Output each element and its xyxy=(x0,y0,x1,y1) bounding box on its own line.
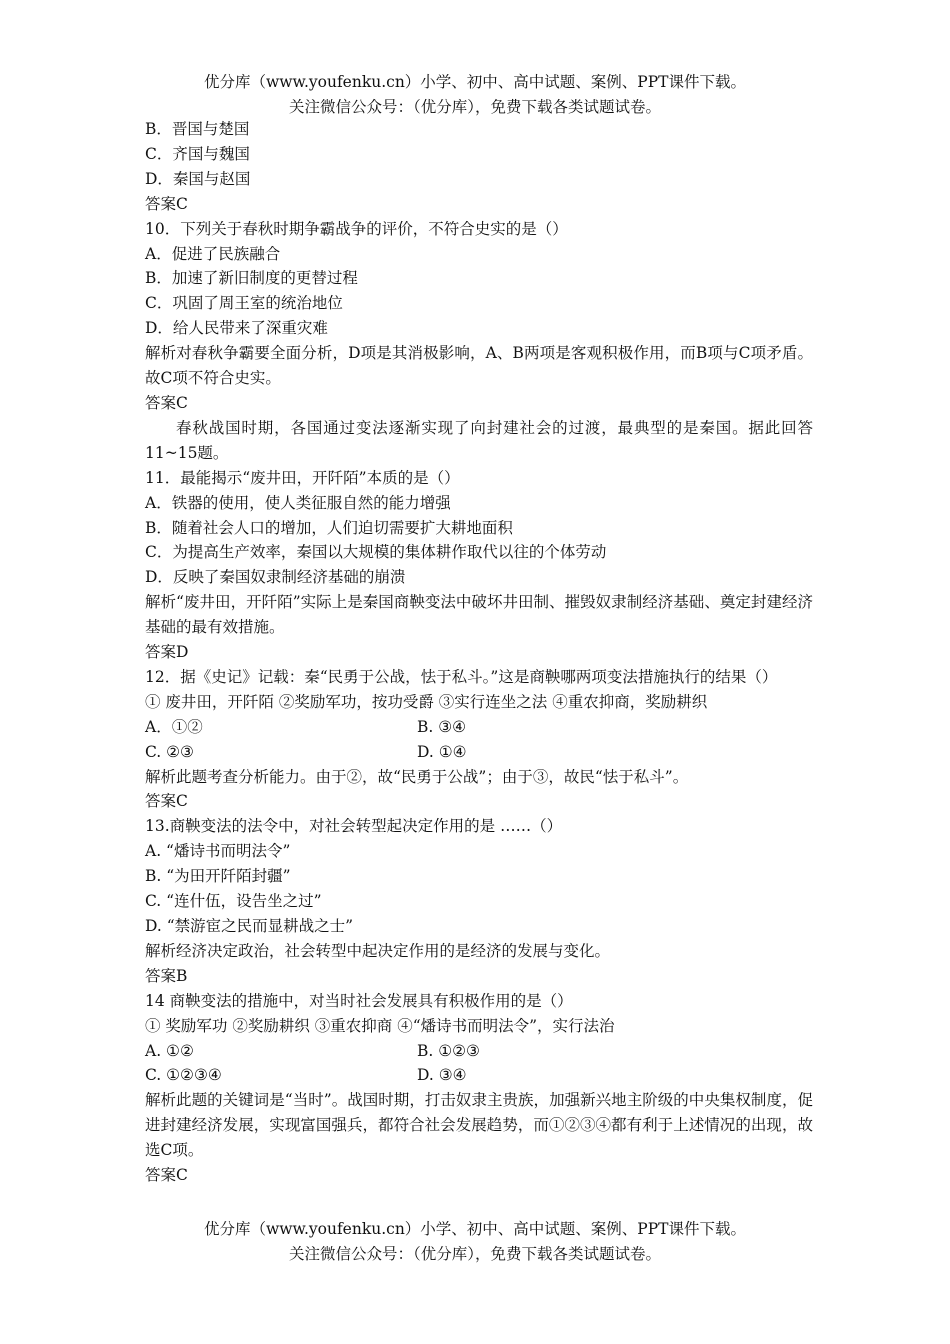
q11-analysis: 解析“废井田，开阡陌”实际上是秦国商鞅变法中破坏井田制、摧毁奴隶制经济基础、奠定封建经济基础的最有效措施。 xyxy=(145,593,813,637)
q10-option-d: D．给人民带来了深重灾难 xyxy=(145,319,328,338)
q9-option-b: B．晋国与楚国 xyxy=(145,120,250,138)
q11-stem: 11．最能揭示“废井田，开阡陌”本质的是（） xyxy=(145,468,460,487)
q14-options-row-2 xyxy=(145,1063,813,1088)
footer-line-2: 关注微信公众号：（优分库），免费下载各类试题试卷。 xyxy=(288,1245,661,1263)
q14-option-d: D. ③④ xyxy=(417,1066,467,1085)
q12-analysis: 解析此题考查分析能力。由于②，故“民勇于公战”；由于③，故民“怯于私斗”。 xyxy=(145,767,689,786)
q12-stem: 12．据《史记》记载：秦“民勇于公战，怯于私斗。”这是商鞅哪两项变法措施执行的结果（） xyxy=(145,667,778,686)
document-body xyxy=(145,117,813,1188)
q14-option-b: B. ①②③ xyxy=(417,1041,480,1060)
q12-option-d: D. ①④ xyxy=(417,742,467,761)
q11-option-a: A．铁器的使用，使人类征服自然的能力增强 xyxy=(145,493,451,512)
q12-option-b: B. ③④ xyxy=(417,717,467,736)
q14-options-row-1 xyxy=(145,1039,813,1064)
q14-analysis: 解析此题的关键词是“当时”。战国时期，打击奴隶主贵族，加强新兴地主阶级的中央集权制度，促进封建经济发展，实现富国强兵，都符合社会发展趋势，而①②③④都有利于上述情况的出现，故选C项。 xyxy=(145,1091,813,1160)
q11-option-d: D．反映了秦国奴隶制经济基础的崩溃 xyxy=(145,568,406,587)
page-header xyxy=(0,70,950,120)
q10-option-b: B．加速了新旧制度的更替过程 xyxy=(145,269,358,288)
q9-option-c: C．齐国与魏国 xyxy=(145,144,250,163)
page-footer xyxy=(0,1217,950,1267)
q13-option-a: A. “燔诗书而明法令” xyxy=(145,842,291,861)
q13-answer: 答案B xyxy=(145,966,188,985)
q14-answer: 答案C xyxy=(145,1166,188,1185)
header-line-2: 关注微信公众号：（优分库），免费下载各类试题试卷。 xyxy=(288,98,661,116)
q11-answer: 答案D xyxy=(145,643,189,662)
q14-option-c: C. ①②③④ xyxy=(145,1066,222,1085)
q12-option-c: C. ②③ xyxy=(145,742,194,761)
q9-option-d: D．秦国与赵国 xyxy=(145,169,251,188)
footer-line-1: 优分库（www.youfenku.cn）小学、初中、高中试题、案例、PPT课件下载。 xyxy=(203,1220,747,1238)
q12-items: ① 废井田，开阡陌 ②奖励军功，按功受爵 ③实行连坐之法 ④重农抑商，奖励耕织 xyxy=(145,692,708,711)
q11-option-b: B．随着社会人口的增加，人们迫切需要扩大耕地面积 xyxy=(145,518,513,537)
q10-stem: 10．下列关于春秋时期争霸战争的评价，不符合史实的是（） xyxy=(145,219,568,238)
q10-analysis: 解析对春秋争霸要全面分析，D项是其消极影响，A、B两项是客观积极作用，而B项与C项矛盾。故C项不符合史实。 xyxy=(145,344,813,388)
q13-analysis: 解析经济决定政治，社会转型中起决定作用的是经济的发展与变化。 xyxy=(145,941,611,960)
header-line-1: 优分库（www.youfenku.cn）小学、初中、高中试题、案例、PPT课件下载。 xyxy=(203,73,747,91)
q13-stem: 13.商鞅变法的法令中，对社会转型起决定作用的是 ……（） xyxy=(145,817,563,836)
q13-option-b: B. “为田开阡陌封疆” xyxy=(145,867,291,886)
q12-option-a: A．①② xyxy=(145,717,203,736)
q13-option-d: D. “禁游宦之民而显耕战之士” xyxy=(145,917,354,935)
q12-options-row-1 xyxy=(145,715,813,740)
q10-option-c: C．巩固了周王室的统治地位 xyxy=(145,294,343,313)
section-intro: 春秋战国时期，各国通过变法逐渐实现了向封建社会的过渡，最典型的是秦国。据此回答11~15题。 xyxy=(145,418,813,462)
q14-option-a: A. ①② xyxy=(145,1041,194,1060)
q13-option-c: C. “连什伍，设告坐之过” xyxy=(145,892,322,911)
q11-option-c: C．为提高生产效率，秦国以大规模的集体耕作取代以往的个体劳动 xyxy=(145,543,607,562)
q12-answer: 答案C xyxy=(145,792,188,811)
q10-answer: 答案C xyxy=(145,393,188,412)
q9-answer: 答案C xyxy=(145,194,188,213)
q12-options-row-2 xyxy=(145,740,813,765)
q14-stem: 14 商鞅变法的措施中，对当时社会发展具有积极作用的是（） xyxy=(145,991,573,1010)
q14-items: ① 奖励军功 ②奖励耕织 ③重农抑商 ④“燔诗书而明法令”，实行法治 xyxy=(145,1016,615,1035)
q10-option-a: A．促进了民族融合 xyxy=(145,244,281,263)
